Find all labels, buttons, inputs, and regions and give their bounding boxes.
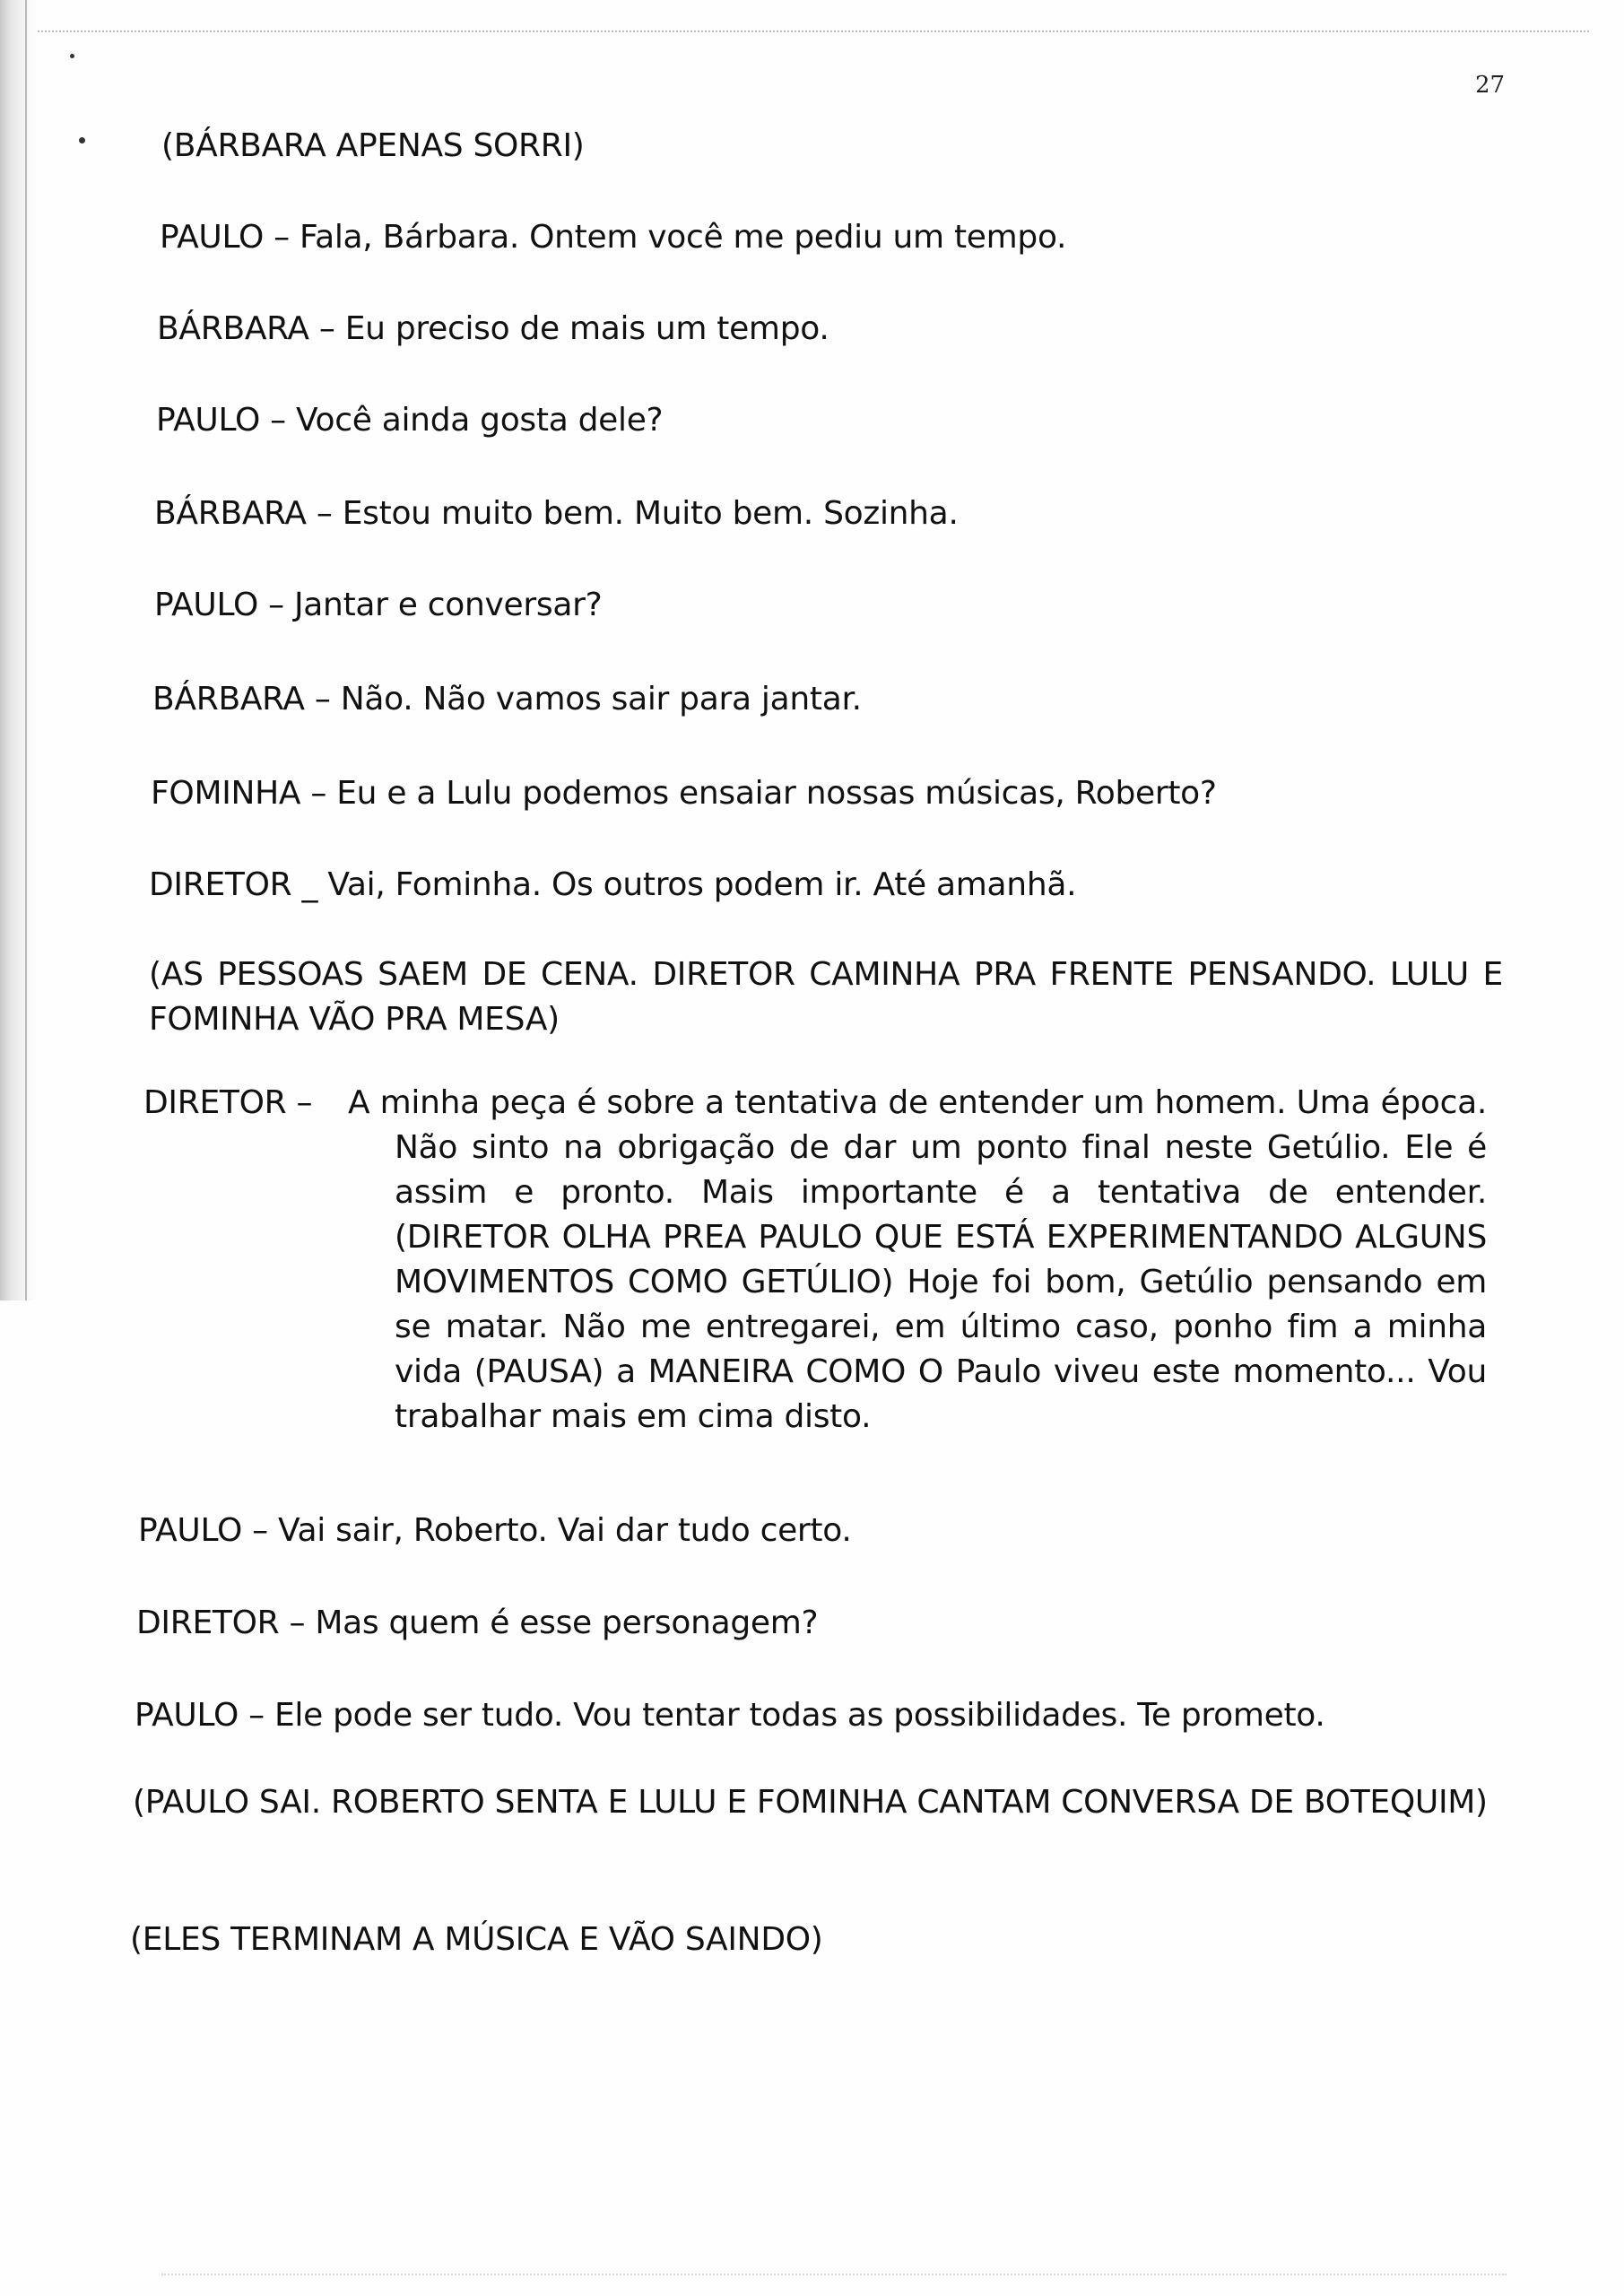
dialogue-line: FOMINHA – Eu e a Lulu podemos ensaiar nossas músicas, Roberto? <box>151 775 1217 812</box>
stage-direction: (ELES TERMINAM A MÚSICA E VÃO SAINDO) <box>130 1921 823 1958</box>
scan-edge-line <box>25 0 27 1300</box>
dialogue-line: DIRETOR – Mas quem é esse personagem? <box>136 1605 819 1641</box>
dialogue-line: BÁRBARA – Estou muito bem. Muito bem. Sozinha. <box>154 495 959 532</box>
stage-direction: (AS PESSOAS SAEM DE CENA. DIRETOR CAMINHA PRA FRENTE PENSANDO. LULU E FOMINHA VÃO PRA MESA) <box>149 956 1503 1038</box>
bottom-scan-noise <box>161 2274 1507 2275</box>
dialogue-line: PAULO – Jantar e conversar? <box>154 587 603 623</box>
director-speech <box>143 1081 1489 1466</box>
scan-speck <box>79 137 85 144</box>
dialogue-line: PAULO – Fala, Bárbara. Ontem você me pediu um tempo. <box>160 219 1067 256</box>
dialogue-line: DIRETOR _ Vai, Fominha. Os outros podem ir. Até amanhã. <box>149 866 1077 903</box>
speaker-label: DIRETOR – <box>143 1084 313 1121</box>
stage-direction: (BÁRBARA APENAS SORRI) <box>161 127 585 164</box>
scan-speck <box>70 54 74 58</box>
speech-text: A minha peça é sobre a tentativa de entender um homem. Uma época. Não sinto na obrigação de dar um ponto final neste Getúlio. Ele é assim e pronto. Mais importante é a tentativa de entender. (DIRETOR OLHA PREA PAULO QUE ESTÁ EXPERIMENTANDO ALGUNS MOVIMENTOS COMO GETÚLIO) Hoje foi bom, Getúlio pensando em se matar. Não me entregarei, em último caso, ponho fim a minha vida (PAUSA) a MANEIRA COMO O Paulo viveu este momento... Vou trabalhar mais em cima disto. <box>348 1084 1487 1435</box>
dialogue-line: PAULO – Ele pode ser tudo. Vou tentar todas as possibilidades. Te prometo. <box>135 1697 1325 1734</box>
scan-edge-shadow <box>0 0 38 1300</box>
dialogue-line: PAULO – Você ainda gosta dele? <box>156 402 664 439</box>
dialogue-line: PAULO – Vai sair, Roberto. Vai dar tudo certo. <box>138 1512 852 1549</box>
dialogue-line: BÁRBARA – Não. Não vamos sair para jantar. <box>152 681 862 718</box>
stage-direction: (PAULO SAI. ROBERTO SENTA E LULU E FOMINHA CANTAM CONVERSA DE BOTEQUIM) <box>133 1784 1488 1821</box>
top-scan-rule <box>38 30 1589 32</box>
dialogue-line: BÁRBARA – Eu preciso de mais um tempo. <box>157 310 829 347</box>
page-number: 27 <box>1475 72 1506 99</box>
